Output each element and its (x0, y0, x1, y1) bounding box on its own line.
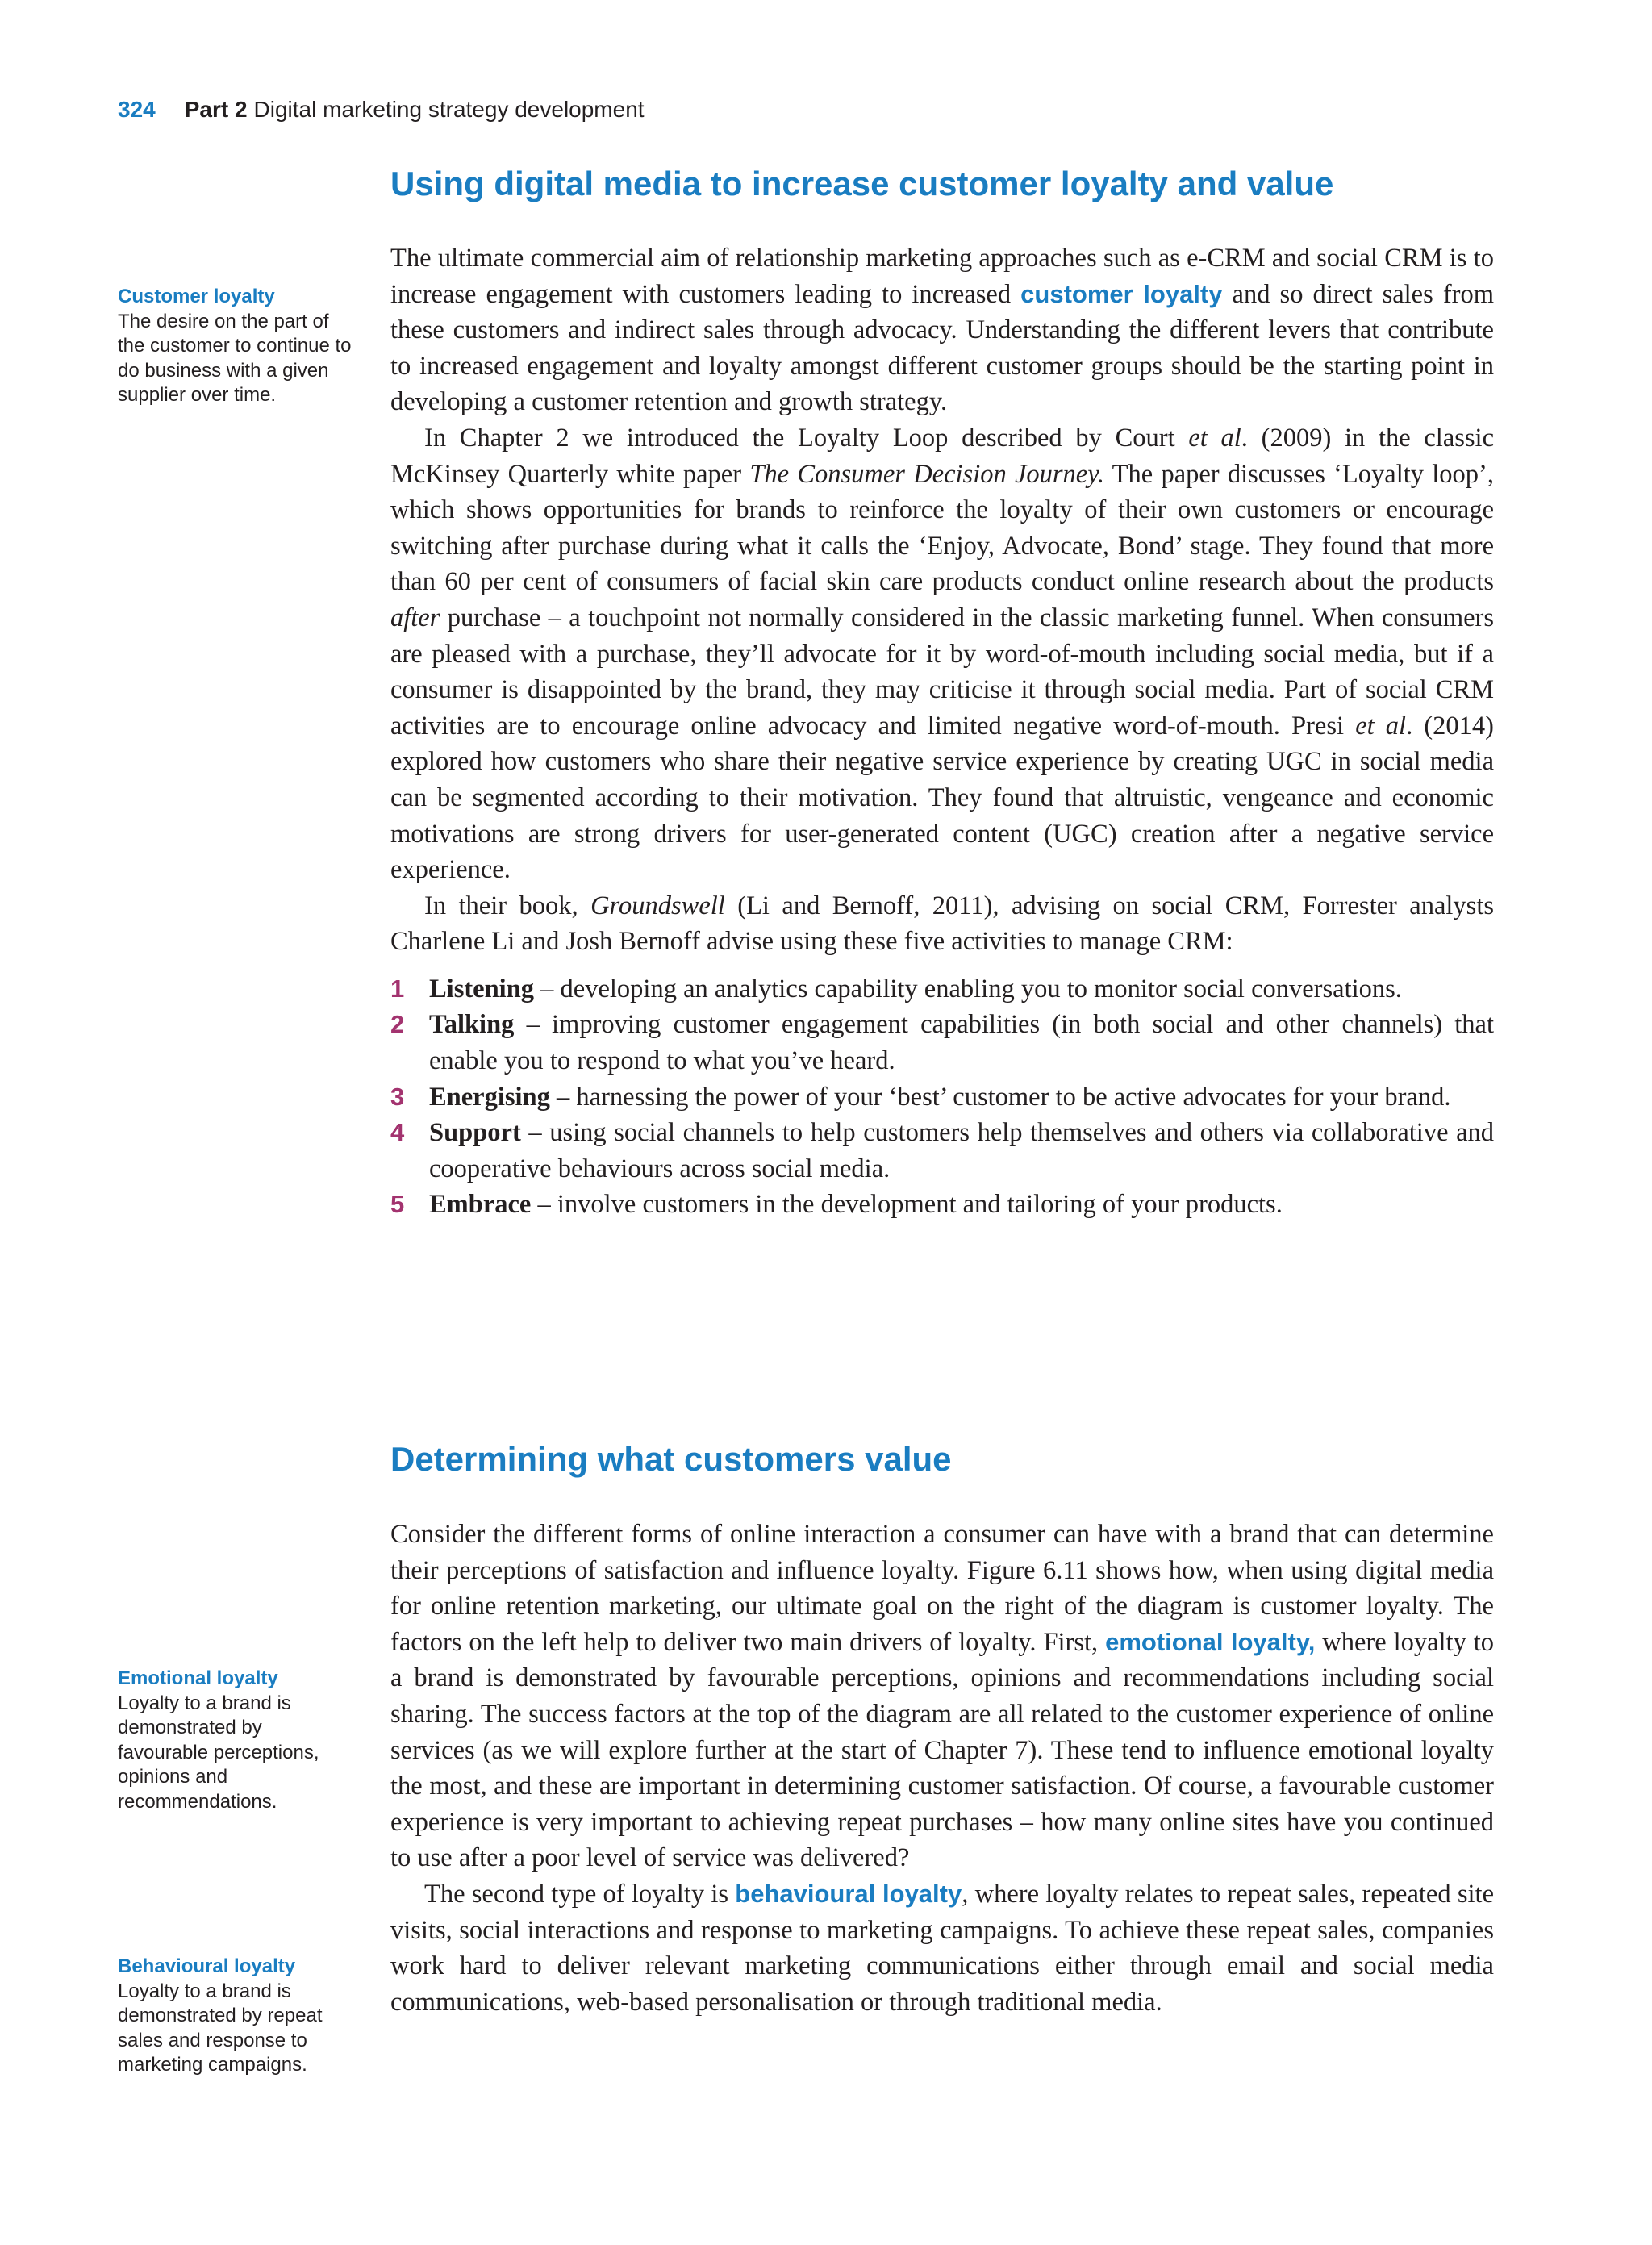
section-body-loyalty (390, 240, 1494, 1223)
paragraph: The ultimate commercial aim of relationship marketing approaches such as e-CRM and social CRM is to increase engagement with customers leading to increased customer loyalty and so direct sales from these customers and indirect sales through advocacy. Understanding the different levers that contribute to increased engagement and loyalty amongst different customer groups should be the starting point in developing a customer retention and growth strategy. (390, 244, 1494, 417)
page-number: 324 (118, 97, 156, 122)
list-item: 1 Listening – developing an analytics capability enabling you to monitor social conversations. (390, 974, 1402, 1004)
list-item: 5 Embrace – involve customers in the development and tailoring of your products. (390, 1190, 1283, 1220)
section-body-value (390, 1517, 1494, 2020)
paragraph: The second type of loyalty is behavioural loyalty, where loyalty relates to repeat sales, repeated site visits, social interactions and response to marketing campaigns. To achieve these repeat sales, companies work hard to deliver relevant marketing communications either through email and social media communications, web-based personalisation or through traditional media. (390, 1879, 1494, 2017)
margin-note-term: Emotional loyalty (118, 1667, 278, 1689)
section-heading-value: Determining what customers value (390, 1440, 952, 1478)
margin-note-term: Customer loyalty (118, 286, 275, 307)
paragraph: In their book, Groundswell (Li and Bernoff, 2011), advising on social CRM, Forrester analysts Charlene Li and Josh Bernoff advise using these five activities to manage CRM: (390, 891, 1494, 957)
keyword-customer-loyalty: customer loyalty (1020, 279, 1223, 308)
section-heading-loyalty: Using digital media to increase customer loyalty and value (390, 165, 1334, 202)
margin-note-definition: Loyalty to a brand is demonstrated by favourable perceptions, opinions and recommendations. (118, 1692, 319, 1813)
list-item: 2 Talking – improving customer engagement capabilities (in both social and other channels) that enable you to respond to what you’ve heard. (390, 1010, 1494, 1076)
margin-note-definition: Loyalty to a brand is demonstrated by repeat sales and response to marketing campaigns. (118, 1980, 323, 2076)
margin-note-behavioural-loyalty (118, 1955, 352, 2078)
paragraph: In Chapter 2 we introduced the Loyalty Loop described by Court et al. (2009) in the classic McKinsey Quarterly white paper The Consumer Decision Journey. The paper discusses ‘Loyalty loop’, which shows opportunities for brands to reinforce the loyalty of their own customers or encourage switching after purchase during what it calls the ‘Enjoy, Advocate, Bond’ stage. They found that more than 60 per cent of consumers of facial skin care products conduct online research about the products after purchase – a touchpoint not normally considered in the classic marketing funnel. When consumers are pleased with a purchase, they’ll advocate for it by word-of-mouth including social media, but if a consumer is disappointed by the brand, they may criticise it through social media. Part of social CRM activities are to encourage online advocacy and limited negative word-of-mouth. Presi et al. (2014) explored how customers who share their negative service experience by creating UGC in social media can be segmented according to their motivation. They found that altruistic, vengeance and economic motivations are strong drivers for user-generated content (UGC) creation after a negative service experience. (390, 423, 1495, 885)
part-label: Part 2 (184, 97, 248, 122)
margin-note-definition: The desire on the part of the customer to continue to do business with a given supplier over time. (118, 310, 352, 406)
list-item: 4 Support – using social channels to help customers help themselves and others via collaborative and cooperative behaviours across social media. (390, 1118, 1494, 1183)
activities-list (390, 971, 1494, 1223)
keyword-behavioural-loyalty: behavioural loyalty (735, 1879, 962, 1908)
keyword-emotional-loyalty: emotional loyalty, (1105, 1627, 1316, 1656)
margin-note-customer-loyalty (118, 285, 352, 408)
margin-note-emotional-loyalty (118, 1667, 352, 1814)
running-header (118, 95, 645, 124)
list-item: 3 Energising – harnessing the power of your ‘best’ customer to be active advocates for your brand. (390, 1082, 1451, 1112)
paragraph: Consider the different forms of online interaction a consumer can have with a brand that can determine their perceptions of satisfaction and influence loyalty. Figure 6.11 shows how, when using digital media for online retention marketing, our ultimate goal on the right of the diagram is customer loyalty. The factors on the left help to deliver two main drivers of loyalty. First, emotional loyalty, where loyalty to a brand is demonstrated by favourable perceptions, opinions and recommendations including social sharing. The success factors at the top of the diagram are all related to the customer experience of online services (as we will explore further at the start of Chapter 7). These tend to influence emotional loyalty the most, and these are important in determining customer satisfaction. Of course, a favourable customer experience is very important to achieving repeat purchases – how many online sites have you continued to use after a poor level of service was delivered? (390, 1520, 1495, 1873)
part-title: Digital marketing strategy development (253, 97, 645, 122)
margin-note-term: Behavioural loyalty (118, 1955, 296, 1977)
